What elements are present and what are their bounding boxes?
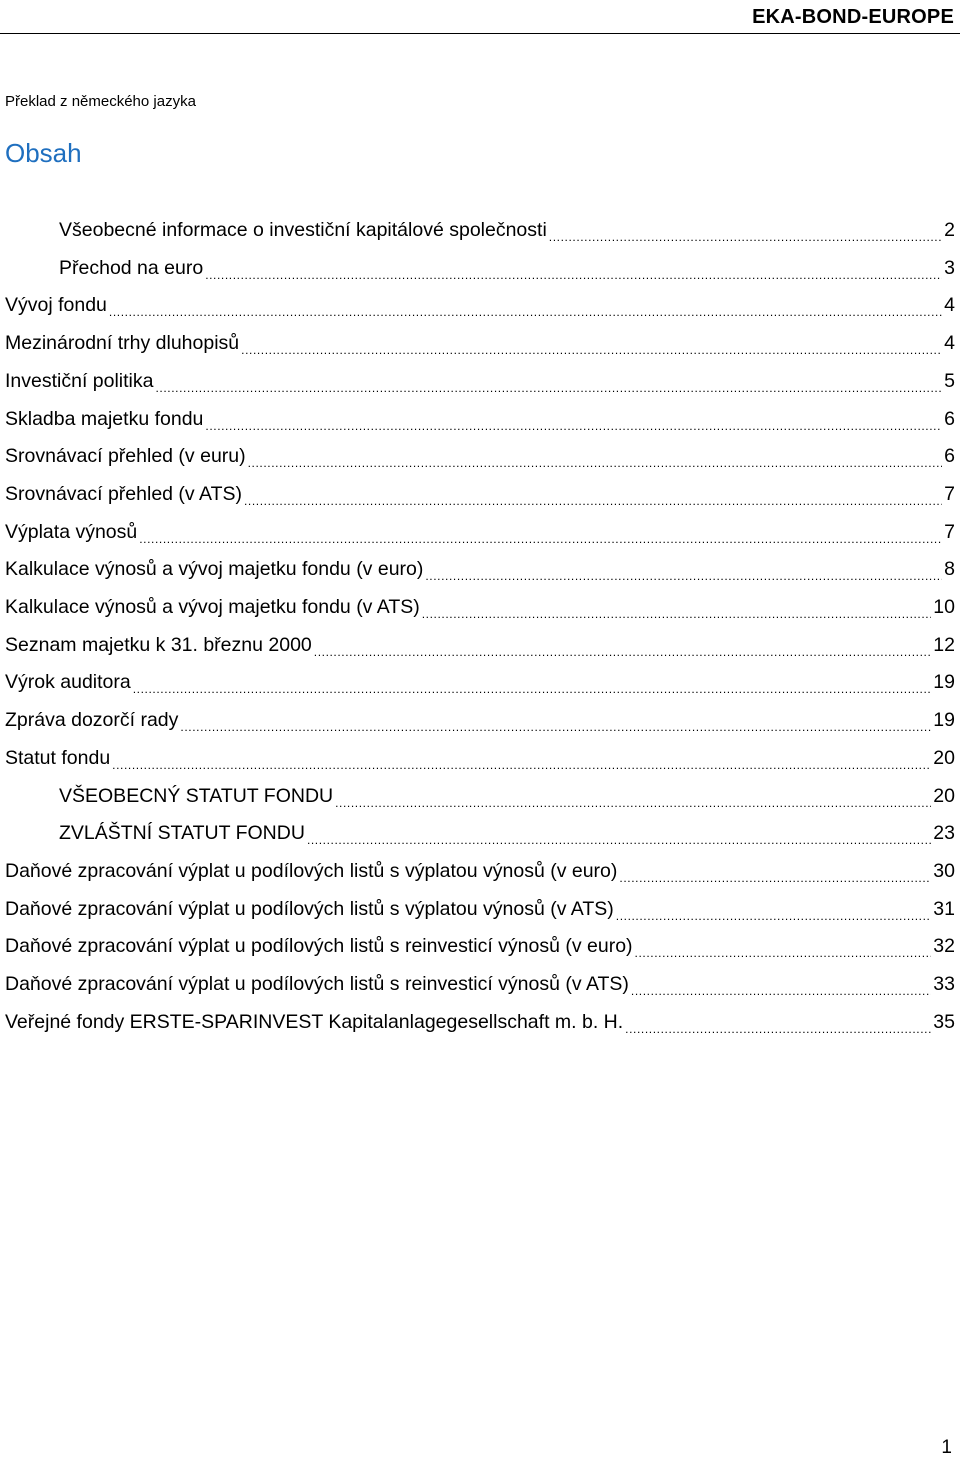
toc-entry[interactable] <box>5 669 955 695</box>
toc-leader-dots <box>619 858 931 884</box>
toc-entry-label: Výrok auditora <box>5 671 131 694</box>
toc-entry-label: Kalkulace výnosů a vývoj majetku fondu (v euro) <box>5 558 424 581</box>
toc-entry-page: 19 <box>933 709 955 732</box>
toc-leader-dots <box>241 330 942 356</box>
toc-entry-page: 10 <box>933 596 955 618</box>
toc-entry[interactable] <box>5 745 955 771</box>
toc-entry-page: 32 <box>933 935 955 958</box>
toc-entry-label: Kalkulace výnosů a vývoj majetku fondu (v ATS) <box>5 596 420 618</box>
toc-entry-page: 12 <box>933 633 955 656</box>
toc-leader-dots <box>307 820 931 846</box>
toc-entry[interactable] <box>5 971 955 997</box>
toc-entry-label: Zpráva dozorčí rady <box>5 709 179 732</box>
toc-leader-dots <box>248 443 943 469</box>
toc-leader-dots <box>244 481 942 507</box>
toc-entry-label: Skladba majetku fondu <box>5 407 204 430</box>
toc-leader-dots <box>109 292 942 318</box>
toc-leader-dots <box>631 971 931 997</box>
toc-entry[interactable] <box>5 217 955 243</box>
toc-entry[interactable] <box>5 406 955 432</box>
toc-leader-dots <box>635 933 932 959</box>
document-title: EKA-BOND-EUROPE <box>752 6 954 28</box>
toc-entry-page: 20 <box>933 784 955 807</box>
toc-entry[interactable] <box>5 255 955 281</box>
toc-entry-page: 7 <box>944 520 955 543</box>
toc-entry[interactable] <box>5 556 955 582</box>
toc-entry[interactable] <box>5 330 955 356</box>
toc-entry-label: Seznam majetku k 31. březnu 2000 <box>5 633 312 656</box>
toc-entry[interactable] <box>5 368 955 394</box>
table-of-contents <box>5 0 955 1457</box>
toc-entry-page: 4 <box>944 332 955 355</box>
toc-entry[interactable] <box>5 443 955 469</box>
toc-entry-page: 7 <box>944 482 955 505</box>
toc-entry-label: Srovnávací přehled (v ATS) <box>5 482 242 505</box>
toc-entry-label: ZVLÁŠTNÍ STATUT FONDU <box>59 822 305 845</box>
toc-entry-page: 6 <box>944 445 955 468</box>
toc-leader-dots <box>425 556 942 582</box>
toc-leader-dots <box>133 669 932 695</box>
toc-entry-label: VŠEOBECNÝ STATUT FONDU <box>59 784 334 807</box>
toc-entry-page: 23 <box>933 822 955 845</box>
toc-entry-label: Daňové zpracování výplat u podílových listů s výplatou výnosů (v euro) <box>5 859 618 882</box>
toc-entry[interactable] <box>5 481 955 507</box>
toc-leader-dots <box>616 896 932 922</box>
toc-entry-label: Daňové zpracování výplat u podílových listů s reinvesticí výnosů (v euro) <box>5 935 633 958</box>
toc-entry-label: Mezinárodní trhy dluhopisů <box>5 332 240 355</box>
toc-entry-label: Daňové zpracování výplat u podílových listů s výplatou výnosů (v ATS) <box>5 897 614 920</box>
toc-leader-dots <box>335 783 931 809</box>
toc-entry-page: 35 <box>933 1010 955 1033</box>
toc-entry[interactable] <box>5 820 955 846</box>
toc-entry-page: 5 <box>944 369 955 392</box>
toc-entry-page: 6 <box>944 407 955 430</box>
toc-entry[interactable] <box>5 632 955 658</box>
toc-leader-dots <box>549 217 942 243</box>
toc-entry[interactable] <box>5 594 955 620</box>
toc-entry-page: 19 <box>933 671 955 694</box>
toc-entry-page: 30 <box>933 859 955 882</box>
toc-leader-dots <box>422 594 932 620</box>
toc-entry-label: Vývoj fondu <box>5 294 107 317</box>
toc-leader-dots <box>180 707 931 733</box>
toc-heading: Obsah <box>5 138 82 168</box>
toc-entry[interactable] <box>5 292 955 318</box>
toc-entry-label: Srovnávací přehled (v euru) <box>5 445 246 468</box>
toc-entry[interactable] <box>5 707 955 733</box>
toc-entry-label: Daňové zpracování výplat u podílových listů s reinvesticí výnosů (v ATS) <box>5 973 629 995</box>
toc-entry-page: 33 <box>933 973 955 995</box>
toc-entry-label: Investiční politika <box>5 369 154 392</box>
toc-entry-label: Přechod na euro <box>59 256 204 279</box>
toc-entry[interactable] <box>5 858 955 884</box>
toc-entry[interactable] <box>5 896 955 922</box>
toc-leader-dots <box>139 519 942 545</box>
toc-leader-dots <box>156 368 943 394</box>
toc-entry-page: 4 <box>944 294 955 317</box>
toc-leader-dots <box>112 745 931 771</box>
toc-entry-page: 2 <box>944 219 955 241</box>
toc-entry-label: Statut fondu <box>5 746 111 769</box>
toc-entry-label: Všeobecné informace o investiční kapitálové společnosti <box>59 219 547 241</box>
toc-leader-dots <box>205 406 942 432</box>
translation-note: Překlad z německého jazyka <box>5 93 196 110</box>
toc-entry-label: Výplata výnosů <box>5 520 138 543</box>
toc-leader-dots <box>314 632 932 658</box>
toc-entry-page: 3 <box>944 256 955 279</box>
toc-entry[interactable] <box>5 519 955 545</box>
toc-entry-page: 31 <box>933 897 955 920</box>
toc-entry-page: 8 <box>944 558 955 581</box>
toc-entry[interactable] <box>5 933 955 959</box>
toc-entry-page: 20 <box>933 746 955 769</box>
toc-entry[interactable] <box>5 783 955 809</box>
toc-entry-label: Veřejné fondy ERSTE-SPARINVEST Kapitalanlagegesellschaft m. b. H. <box>5 1010 624 1033</box>
page-number: 1 <box>941 1437 952 1458</box>
toc-leader-dots <box>205 255 942 281</box>
toc-entry[interactable] <box>5 1009 955 1035</box>
toc-leader-dots <box>625 1009 931 1035</box>
